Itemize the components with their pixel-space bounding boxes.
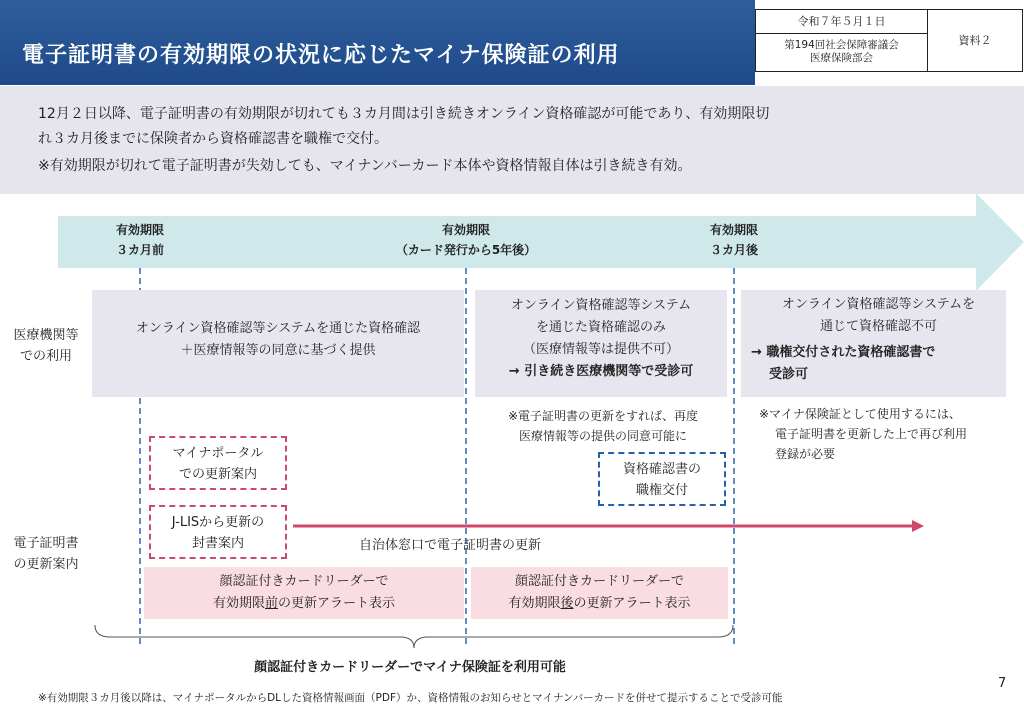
marker-expiry-line2: （カード発行から5年後）	[395, 243, 537, 257]
medical-box-after-line2: 通じて資格確認不可	[819, 319, 937, 334]
alert-after-box	[471, 567, 728, 619]
certificate-issuance	[598, 452, 726, 506]
summary-line1: 12月２日以降、電子証明書の有効期限が切れても３カ月間は引き続きオンライン資格確認が可能であり、有効期限切	[38, 106, 770, 122]
medical-box-grace-line4: → 引き続き医療機関等で受診可	[508, 364, 694, 379]
jlis-letter-line1: J-LISから更新の	[171, 515, 265, 530]
meta-date: 令和７年５月１日	[756, 10, 928, 34]
marker-after	[684, 220, 784, 260]
medical-box-after-line1: オンライン資格確認等システムを	[781, 297, 976, 312]
marker-before-line2: ３カ月前	[115, 243, 164, 257]
medical-box-after	[741, 290, 1006, 397]
medical-box-after-line4: 受診可	[769, 367, 809, 382]
renewal-arrow-label: 自治体窓口で電子証明書の更新	[359, 538, 542, 553]
medical-box-grace-line1: オンライン資格確認等システム	[510, 298, 692, 313]
jlis-letter-notice	[149, 505, 287, 559]
row-label-medical	[4, 325, 88, 367]
medical-box-grace-line3: （医療情報等は提供不可）	[522, 342, 679, 357]
note-after-line2: 電子証明書を更新した上で再び利用	[775, 427, 968, 441]
alert-after-line2	[471, 593, 728, 615]
row-label-medical-line1: 医療機関等	[13, 328, 79, 343]
note-after-line1: ※マイナ保険証として使用するには、	[759, 407, 961, 421]
medical-box-grace-line2: を通じた資格確認のみ	[535, 320, 666, 335]
renewal-arrowhead	[912, 520, 924, 532]
note-grace-line2: 医療情報等の提供の同意可能に	[518, 429, 687, 443]
summary-line3: ※有効期限が切れて電子証明書が失効しても、マイナンバーカード本体や資格情報自体は引き続き有効。	[38, 158, 692, 174]
note-grace	[483, 406, 723, 446]
note-after	[759, 404, 1014, 464]
jlis-letter-line2: 封書案内	[191, 536, 244, 551]
alert-before-pre: 有効期限	[212, 596, 265, 611]
medical-box-before-line2: ＋医療情報等の同意に基づく提供	[180, 343, 376, 358]
committee-line2: 医療保険部会	[810, 52, 873, 64]
marker-expiry-line1: 有効期限	[441, 223, 490, 237]
alert-before-line1: 顔認証付きカードリーダーで	[219, 574, 389, 589]
alert-after-underline: 後	[560, 596, 574, 611]
page-number: 7	[998, 676, 1007, 691]
note-grace-line1: ※電子証明書の更新をすれば、再度	[507, 409, 699, 423]
bottom-brace	[95, 625, 733, 648]
marker-before-line1: 有効期限	[115, 223, 164, 237]
row-label-renewal-line2: の更新案内	[13, 557, 79, 572]
bottom-label: 顔認証付きカードリーダーでマイナ保険証を利用可能	[254, 660, 566, 675]
portal-renewal-line1: マイナポータル	[172, 446, 264, 461]
alert-before-box	[144, 567, 464, 619]
note-after-line3: 登録が必要	[775, 447, 836, 461]
certificate-issuance-line1: 資格確認書の	[622, 462, 701, 477]
row-label-renewal	[4, 533, 88, 575]
alert-before-underline: 前	[264, 596, 278, 611]
portal-renewal-notice	[149, 436, 287, 490]
alert-after-line1: 顔認証付きカードリーダーで	[514, 574, 684, 589]
medical-box-before	[92, 290, 464, 397]
page-title: 電子証明書の有効期限の状況に応じたマイナ保険証の利用	[22, 43, 620, 68]
row-label-medical-line2: での利用	[19, 349, 72, 364]
alert-before-line2	[144, 593, 464, 615]
summary-line2: れ３カ月後までに保険者から資格確認書を職権で交付。	[38, 131, 388, 147]
row-label-renewal-line1: 電子証明書	[13, 536, 79, 551]
alert-after-pre: 有効期限	[508, 596, 561, 611]
medical-box-before-line1: オンライン資格確認等システムを通じた資格確認	[135, 321, 421, 336]
committee-line1: 第194回社会保障審議会	[784, 39, 899, 51]
marker-after-line1: 有効期限	[709, 223, 758, 237]
marker-before	[90, 220, 190, 260]
alert-after-post: の更新アラート表示	[573, 596, 691, 611]
portal-renewal-line2: での更新案内	[178, 467, 257, 482]
certificate-issuance-line2: 職権交付	[635, 483, 688, 498]
meta-material: 資料２	[958, 34, 992, 47]
alert-before-post: の更新アラート表示	[278, 596, 396, 611]
marker-expiry	[376, 220, 556, 260]
medical-box-after-line3: → 職権交付された資格確認書で	[751, 345, 936, 360]
footnote: ※有効期限３カ月後以降は、マイナポータルからDLした資格情報画面（PDF）か、資格情報のお知らせとマイナンバーカードを併せて提示することで受診可能	[38, 692, 783, 704]
marker-after-line2: ３カ月後	[709, 243, 758, 257]
medical-box-grace	[475, 290, 727, 397]
